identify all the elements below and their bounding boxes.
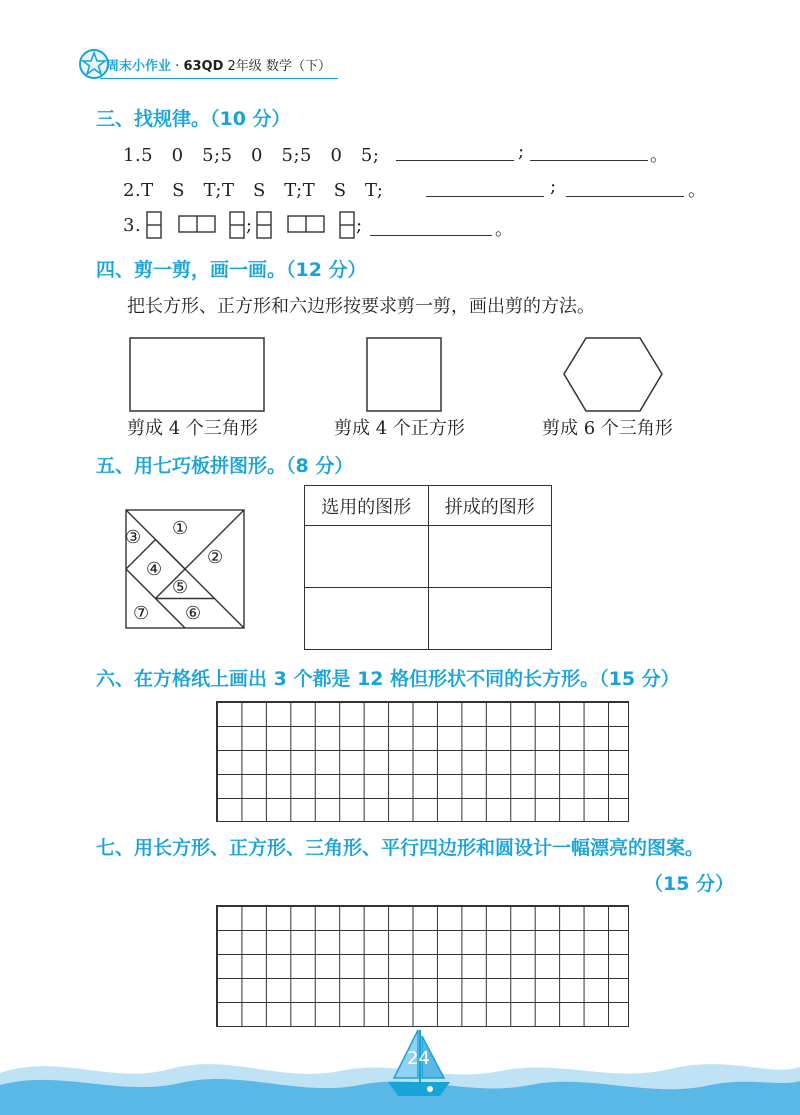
header-series: 周末小作业 [106,59,172,74]
tangram-piece-7: ⑦ [133,603,150,624]
header-subject: 数学（下） [265,59,331,74]
tangram-piece-2: ② [207,547,224,568]
page-number: 24 [407,1048,430,1069]
table-cell[interactable] [305,588,429,650]
caption-rectangle: 剪成 4 个三角形 [127,418,258,439]
hexagon-shape [564,338,662,411]
tangram-answer-table [304,485,552,650]
section-7-title: 七、用长方形、正方形、三角形、平行四边形和圆设计一幅漂亮的图案。 [96,837,705,859]
pattern-3-shapes [144,211,374,241]
header-separator: · [175,59,180,74]
caption-square: 剪成 4 个正方形 [334,418,465,439]
vertical-split-rect-icon [340,212,354,238]
pattern-3-blank[interactable] [370,235,492,236]
pattern-2-sep: ; [550,176,557,197]
table-cell[interactable] [428,526,552,588]
section-4-instruction: 把长方形、正方形和六边形按要求剪一剪，画出剪的方法。 [127,296,595,317]
caption-hexagon: 剪成 6 个三角形 [542,418,673,439]
pattern-3-sep-1: ; [246,215,253,236]
grid-paper-1[interactable] [216,701,629,822]
tangram-piece-4: ④ [146,559,163,580]
section-4-title: 四、剪一剪，画一画。（12 分） [96,259,367,281]
tangram-piece-6: ⑥ [185,603,202,624]
header [78,48,338,82]
table-header-selected: 选用的图形 [305,486,429,526]
pattern-2-end: 。 [688,180,707,201]
header-code: 63QD [183,59,224,74]
vertical-split-rect-icon [257,212,271,238]
horizontal-double-rect-icon [288,216,324,232]
grid-paper-2[interactable] [216,905,629,1027]
pattern-3-end: 。 [495,219,514,240]
pattern-3-sep-2: ; [356,215,363,236]
header-grade: 2年级 [227,59,262,74]
pattern-1-text: 1.5 0 5;5 0 5;5 0 5; [123,145,380,166]
pattern-2-blank-2[interactable] [566,196,684,197]
vertical-split-rect-icon [230,212,244,238]
pattern-1-sep: ; [518,141,525,162]
table-cell[interactable] [428,588,552,650]
section-7-score: （15 分） [644,873,735,895]
table-cell[interactable] [305,526,429,588]
pattern-3-text: 3. [123,215,142,236]
section-5-title: 五、用七巧板拼图形。（8 分） [96,455,354,477]
table-header-result: 拼成的图形 [428,486,552,526]
tangram-piece-3: ③ [125,527,142,548]
pattern-1-end: 。 [650,145,669,166]
square-shape [367,338,441,411]
vertical-split-rect-icon [147,212,161,238]
rectangle-shape [130,338,264,411]
tangram-piece-1: ① [172,518,189,539]
section-3-title: 三、找规律。（10 分） [96,108,291,130]
header-underline [100,78,338,79]
pattern-1-blank-2[interactable] [530,160,648,161]
horizontal-double-rect-icon [179,216,215,232]
tangram-piece-5: ⑤ [172,577,189,598]
section-4-shapes [126,336,686,416]
pattern-1-blank-1[interactable] [396,160,514,161]
pattern-2-blank-1[interactable] [426,196,544,197]
pattern-2-text: 2.T S T;T S T;T S T; [123,180,384,201]
section-6-title: 六、在方格纸上画出 3 个都是 12 格但形状不同的长方形。（15 分） [96,668,680,690]
